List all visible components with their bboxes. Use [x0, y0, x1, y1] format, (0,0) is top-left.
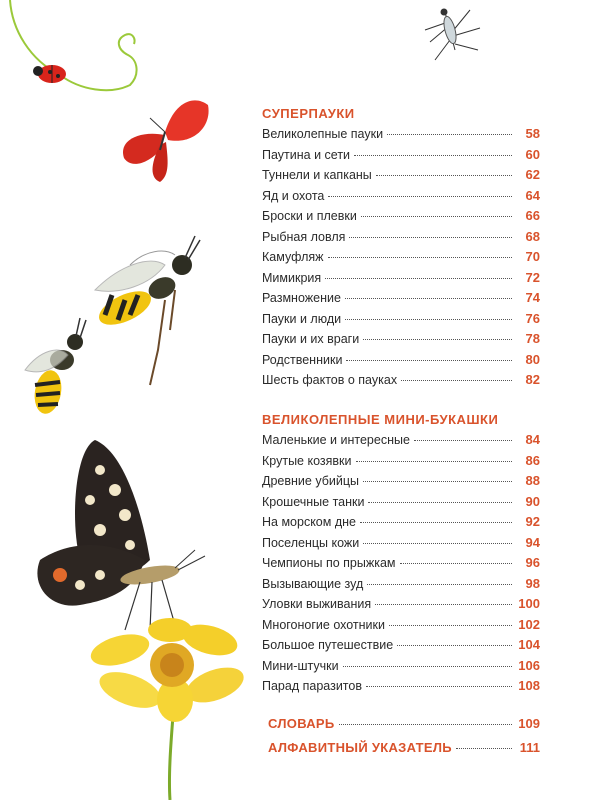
- toc-item-label: Размножение: [262, 291, 341, 305]
- toc-item-label: Парад паразитов: [262, 679, 362, 693]
- leader-dots: [397, 645, 512, 646]
- toc-item-label: На морском дне: [262, 515, 356, 529]
- toc-item[interactable]: [262, 186, 540, 207]
- toc-item-page: 94: [525, 534, 540, 550]
- toc-item-page: 106: [518, 657, 540, 673]
- toc-item-label: СЛОВАРЬ: [268, 716, 335, 731]
- toc-item-label: Многоногие охотники: [262, 617, 385, 632]
- toc-item[interactable]: [262, 430, 540, 451]
- toc-item-label: Вызывающие зуд: [262, 576, 364, 591]
- toc-item[interactable]: [262, 656, 540, 677]
- toc-item-label: Великолепные пауки: [262, 127, 384, 141]
- toc-item-label: АЛФАВИТНЫЙ УКАЗАТЕЛЬ: [268, 740, 452, 755]
- toc-item-page: 109: [518, 716, 540, 731]
- toc-item-label: Рыбная ловля: [262, 229, 346, 244]
- toc-list: [268, 712, 540, 760]
- red-butterfly-icon: [123, 100, 209, 182]
- leader-dots: [356, 461, 513, 462]
- toc-item-label: Крошечные танки: [262, 494, 365, 509]
- leader-dots: [345, 298, 512, 299]
- toc-item-label: Яд и охота: [262, 188, 325, 203]
- leader-dots: [387, 134, 512, 135]
- toc-item[interactable]: [262, 533, 540, 554]
- toc-item-label: Древние убийцы: [262, 474, 359, 488]
- toc-item-page: 68: [525, 228, 540, 244]
- toc-item-page: 80: [525, 351, 540, 367]
- toc-item-page: 62: [525, 167, 540, 182]
- toc-section-mini-bugs: [262, 410, 540, 697]
- toc-item[interactable]: [262, 492, 540, 513]
- leader-dots: [376, 175, 512, 176]
- toc-section-superspiders: [262, 104, 540, 391]
- toc-item[interactable]: [262, 247, 540, 268]
- toc-item-page: 88: [525, 473, 540, 488]
- toc-extras: [268, 712, 540, 760]
- leader-dots: [366, 686, 512, 687]
- toc-item-label: Пауки и их враги: [262, 332, 360, 346]
- toc-item[interactable]: [262, 370, 540, 391]
- toc-item-page: 96: [525, 555, 540, 570]
- toc-item-page: 76: [525, 310, 540, 326]
- toc-item[interactable]: [262, 676, 540, 697]
- leader-dots: [343, 666, 512, 667]
- toc-item[interactable]: [262, 615, 540, 636]
- toc-item[interactable]: [262, 288, 540, 309]
- toc-item-label: Паутина и сети: [262, 147, 351, 162]
- toc-item-glossary[interactable]: [268, 712, 540, 736]
- toc-item-page: 90: [525, 493, 540, 509]
- toc-item[interactable]: [262, 329, 540, 350]
- leader-dots: [328, 196, 512, 197]
- toc-item-label: Броски и плевки: [262, 209, 357, 223]
- section-title: СУПЕРПАУКИ: [262, 106, 355, 121]
- toc-list: [262, 430, 540, 697]
- toc-item-page: 82: [525, 372, 540, 387]
- toc-item-label: Уловки выживания: [262, 597, 372, 611]
- toc-item-page: 72: [525, 269, 540, 285]
- toc-item-label: Маленькие и интересные: [262, 433, 410, 447]
- leader-dots: [354, 155, 512, 156]
- leader-dots: [368, 502, 512, 503]
- yellow-flower-icon: [87, 618, 248, 800]
- toc-item[interactable]: [262, 165, 540, 186]
- toc-item-page: 108: [518, 678, 540, 693]
- toc-item[interactable]: [262, 471, 540, 492]
- toc-item-page: 64: [525, 187, 540, 203]
- toc-item-page: 84: [525, 432, 540, 447]
- leader-dots: [360, 522, 512, 523]
- toc-item-label: Родственники: [262, 352, 343, 367]
- leader-dots: [325, 278, 512, 279]
- leader-dots: [339, 724, 512, 725]
- toc-item[interactable]: [262, 451, 540, 472]
- leader-dots: [367, 584, 512, 585]
- toc-item-page: 104: [518, 637, 540, 652]
- leader-dots: [363, 339, 512, 340]
- leader-dots: [349, 237, 512, 238]
- toc-item-label: Туннели и капканы: [262, 168, 372, 182]
- toc-item-page: 100: [518, 596, 540, 611]
- toc-item-page: 66: [525, 208, 540, 223]
- mosquito-icon: [425, 9, 480, 60]
- toc-item-label: Чемпионы по прыжкам: [262, 556, 396, 570]
- leader-dots: [456, 748, 512, 749]
- toc-item-page: 111: [519, 740, 540, 755]
- wasp-icon: [94, 236, 200, 385]
- toc-item-label: Поселенцы кожи: [262, 535, 360, 550]
- small-wasp-icon: [25, 318, 86, 416]
- leader-dots: [414, 440, 512, 441]
- leader-dots: [345, 319, 512, 320]
- toc-item-label: Шесть фактов о пауках: [262, 373, 398, 387]
- leader-dots: [400, 563, 513, 564]
- toc-item[interactable]: [262, 309, 540, 330]
- toc-item-label: Большое путешествие: [262, 638, 394, 652]
- leader-dots: [401, 380, 512, 381]
- toc-item[interactable]: [262, 124, 540, 145]
- leader-dots: [363, 543, 512, 544]
- toc-list: [262, 124, 540, 391]
- vine-tendril-icon: [10, 0, 137, 90]
- leader-dots: [389, 625, 512, 626]
- toc-item-page: 98: [525, 575, 540, 591]
- toc-item[interactable]: [262, 512, 540, 533]
- toc-item-label: Камуфляж: [262, 250, 324, 264]
- toc-item[interactable]: [262, 350, 540, 371]
- toc-item-index[interactable]: [268, 736, 540, 760]
- toc-item-page: 102: [518, 616, 540, 632]
- toc-item-page: 60: [525, 146, 540, 162]
- swallowtail-butterfly-icon: [37, 440, 205, 630]
- toc-item[interactable]: [262, 206, 540, 227]
- toc-item[interactable]: [262, 227, 540, 248]
- toc-item-page: 70: [525, 249, 540, 264]
- leader-dots: [346, 360, 512, 361]
- toc-item[interactable]: [262, 553, 540, 574]
- toc-item-label: Крутые козявки: [262, 453, 352, 468]
- toc-item[interactable]: [262, 268, 540, 289]
- section-title: ВЕЛИКОЛЕПНЫЕ МИНИ-БУКАШКИ: [262, 412, 499, 427]
- leader-dots: [375, 604, 512, 605]
- toc-item-page: 74: [525, 290, 540, 305]
- toc-item-label: Мини-штучки: [262, 658, 339, 673]
- toc-item[interactable]: [262, 635, 540, 656]
- toc-item[interactable]: [262, 145, 540, 166]
- leader-dots: [328, 257, 512, 258]
- toc-item-page: 92: [525, 514, 540, 529]
- toc-item-page: 78: [525, 331, 540, 346]
- toc-item[interactable]: [262, 594, 540, 615]
- toc-item-label: Мимикрия: [262, 270, 322, 285]
- toc-item-label: Пауки и люди: [262, 311, 342, 326]
- leader-dots: [363, 481, 512, 482]
- toc-item-page: 58: [525, 126, 540, 141]
- toc-item[interactable]: [262, 574, 540, 595]
- leader-dots: [361, 216, 512, 217]
- ladybug-icon: [33, 65, 66, 83]
- toc-item-page: 86: [525, 452, 540, 468]
